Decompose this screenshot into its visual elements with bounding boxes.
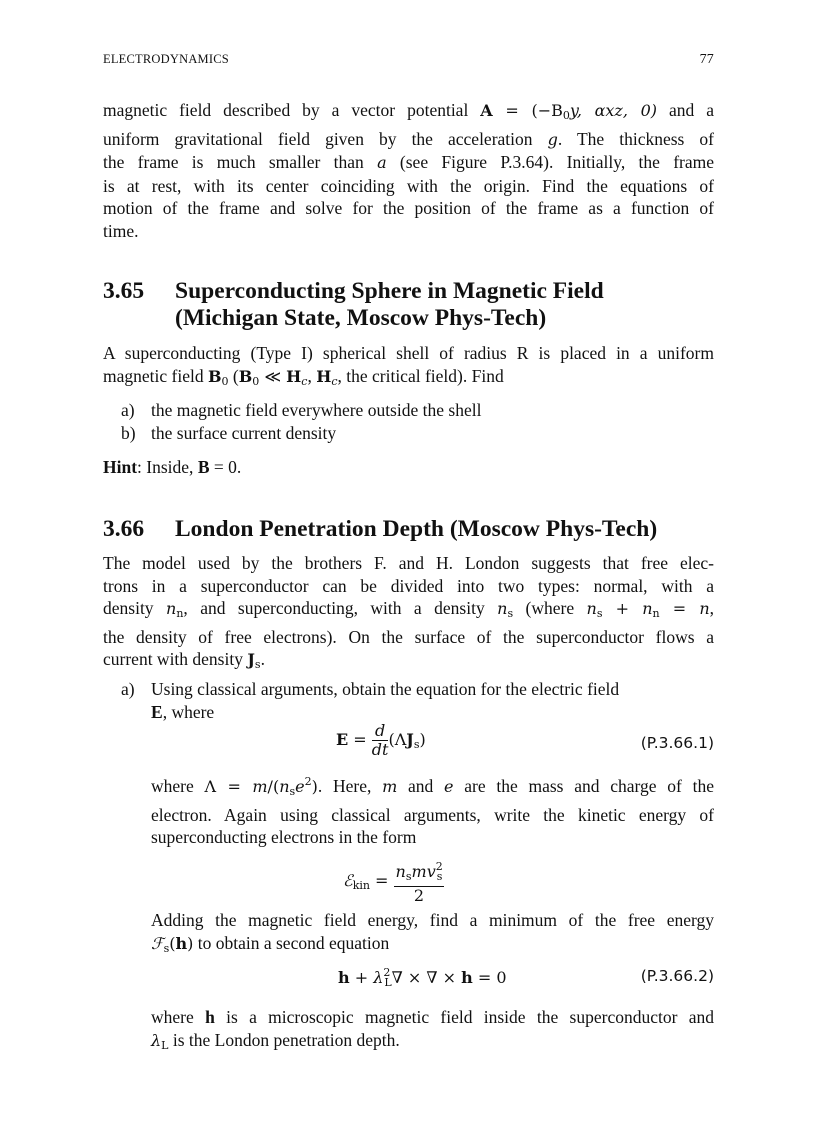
equation-body: E = $\frac{d}{dt}$ $(\Lambda J_s)$ xyxy=(336,721,426,759)
vector-potential-symbol: A xyxy=(480,101,493,120)
body-text: ( xyxy=(228,365,239,386)
item-label: a) xyxy=(121,679,135,699)
item-text: the magnetic field everywhere outside the shell xyxy=(151,400,482,420)
gravity-symbol: g xyxy=(547,129,558,149)
intro-text: and a xyxy=(657,100,715,120)
body-text: , xyxy=(307,365,317,386)
body-text: and xyxy=(397,776,445,796)
intro-text: uniform gravitational field given by the acceleration xyxy=(103,128,548,149)
equation-body: ℰ$_{kin}$ = $\frac{n_smv^2_s}{2}$ xyxy=(343,860,443,905)
body-text: Adding the magnetic field energy, find a minimum of the free energy xyxy=(151,910,714,930)
section-number: 3.65 xyxy=(103,278,145,304)
intro-text: . The thickness of xyxy=(557,128,714,149)
section-title: Superconducting Sphere in Magnetic Field xyxy=(175,278,604,304)
intro-math: = (−B xyxy=(492,101,563,120)
adding-paragraph: Adding the magnetic field energy, find a minimum of the free energy ℱ$_s$(h) to obtain a second equation xyxy=(151,910,714,955)
body-text: density xyxy=(103,598,166,619)
page-number: 77 xyxy=(699,52,714,67)
body-text: is the London penetration depth. xyxy=(168,1029,400,1050)
body-text: where xyxy=(151,776,205,796)
equation-tag: (P.3.66.2) xyxy=(640,967,714,985)
section-title: London Penetration Depth (Moscow Phys-Tech) xyxy=(175,516,658,542)
running-header xyxy=(103,52,714,70)
item-text: the surface current density xyxy=(151,423,337,443)
equation-3-66-2 xyxy=(103,966,714,994)
body-text: magnetic field xyxy=(103,365,208,386)
section-3-66-item-a xyxy=(103,678,714,724)
section-3-65-items xyxy=(103,399,714,445)
equation-tag: (P.3.66.1) xyxy=(640,734,714,752)
body-text: trons in a superconductor can be divided into two types: normal, with a xyxy=(103,575,714,596)
frame-size-symbol: a xyxy=(377,153,387,173)
hint-symbol: B xyxy=(197,457,210,477)
hint-label: Hint xyxy=(103,457,138,477)
section-number: 3.66 xyxy=(103,516,145,542)
list-item xyxy=(103,678,714,724)
critical-field-symbol: H xyxy=(286,366,302,386)
page xyxy=(103,0,714,1123)
list-item xyxy=(103,422,714,445)
hint-text: = 0. xyxy=(209,457,242,477)
body-math: ≪ xyxy=(259,366,287,386)
running-title: ELECTRODYNAMICS xyxy=(103,52,229,66)
field-symbol: B xyxy=(207,366,222,386)
body-text: is a microscopic magnetic field inside the superconductor and xyxy=(214,1007,714,1027)
body-text: current with density xyxy=(103,649,248,670)
body-text: electron. Again using classical arguments, write the kinetic energy of xyxy=(151,804,714,825)
intro-math: y, αxz, 0) xyxy=(569,101,658,120)
mass-symbol: m xyxy=(382,777,398,796)
body-text: to obtain a second equation xyxy=(193,932,390,953)
section-3-65-body: A superconducting (Type I) spherical shell of radius R is placed in a uniform magnetic field $B_0$ ($B_0$ ≪ $H_c$, $H_c$, the critical field). Find xyxy=(103,343,714,388)
item-label: a) xyxy=(121,400,135,420)
body-text: . Here, xyxy=(317,776,383,796)
equation-kinetic-energy xyxy=(103,858,714,904)
body-text: the density of free electrons). On the surface of the superconductor flows a xyxy=(103,626,714,647)
field-symbol: h xyxy=(205,1007,215,1027)
field-symbol: E xyxy=(151,702,163,722)
body-text: (where xyxy=(513,598,587,619)
section-title: (Michigan State, Moscow Phys-Tech) xyxy=(175,305,547,331)
equation-body: $h + \lambda^2_L\nabla$ × ∇ × h = 0 xyxy=(338,966,507,989)
hint-text: : Inside, xyxy=(137,457,198,477)
item-text: Using classical arguments, obtain the equation for the electric field xyxy=(151,679,620,699)
body-text: The model used by the brothers F. and H. London suggests that free elec- xyxy=(103,553,714,573)
intro-text: the frame is much smaller than xyxy=(103,152,378,173)
intro-text: (see Figure P.3.64). Initially, the frame xyxy=(386,152,715,173)
intro-text: motion of the frame and solve for the position of the frame as a function of xyxy=(103,198,714,219)
body-text: , the critical field). Find xyxy=(337,365,504,386)
intro-paragraph: magnetic field described by a vector potential $A = (-B_0y$, αxz, 0) and a uniform gravitational field given by the acceleration g. The thickness of the frame is much smaller than a (see Figure P.3.64). Initially, the frame is at rest, with its center coinciding with the origin. Find the equations of motion of the frame and solve for the position of the frame as a function of time. xyxy=(103,100,715,241)
list-item xyxy=(103,399,714,422)
charge-symbol: e xyxy=(444,777,454,796)
section-3-66-body: The model used by the brothers F. and H. London suggests that free elec- trons in a superconductor can be divided into two types: normal, with a density $n_n$, and superconducting, with a density $n_s$ (where $n_s + n_n = n$, the density of free electrons). On the surface of the superconductor flows a current with density $J_s$. xyxy=(103,553,715,672)
where-paragraph: where $\Lambda = m/(n_se^2)$. Here, m and e are the mass and charge of the electron. Again using classical arguments, write the kinetic energy of superconducting electrons in the form xyxy=(151,775,714,848)
final-paragraph: where h is a microscopic magnetic field inside the superconductor and $\lambda_L$ is the London penetration depth. xyxy=(151,1007,714,1052)
item-text: , where xyxy=(162,702,215,722)
item-label: b) xyxy=(121,423,136,443)
intro-text: time. xyxy=(103,220,139,241)
hint xyxy=(103,456,714,479)
body-text: A superconducting (Type I) spherical shell of radius R is placed in a uniform xyxy=(103,343,714,363)
body-text: are the mass and charge of the xyxy=(453,776,714,796)
intro-text: is at rest, with its center coinciding with the origin. Find the equations of xyxy=(103,175,714,196)
body-text: , and superconducting, with a density xyxy=(183,598,498,619)
equation-3-66-1 xyxy=(103,722,714,762)
intro-text: magnetic field described by a vector potential xyxy=(103,100,481,120)
body-text: where xyxy=(151,1007,206,1027)
body-text: superconducting electrons in the form xyxy=(151,827,417,848)
